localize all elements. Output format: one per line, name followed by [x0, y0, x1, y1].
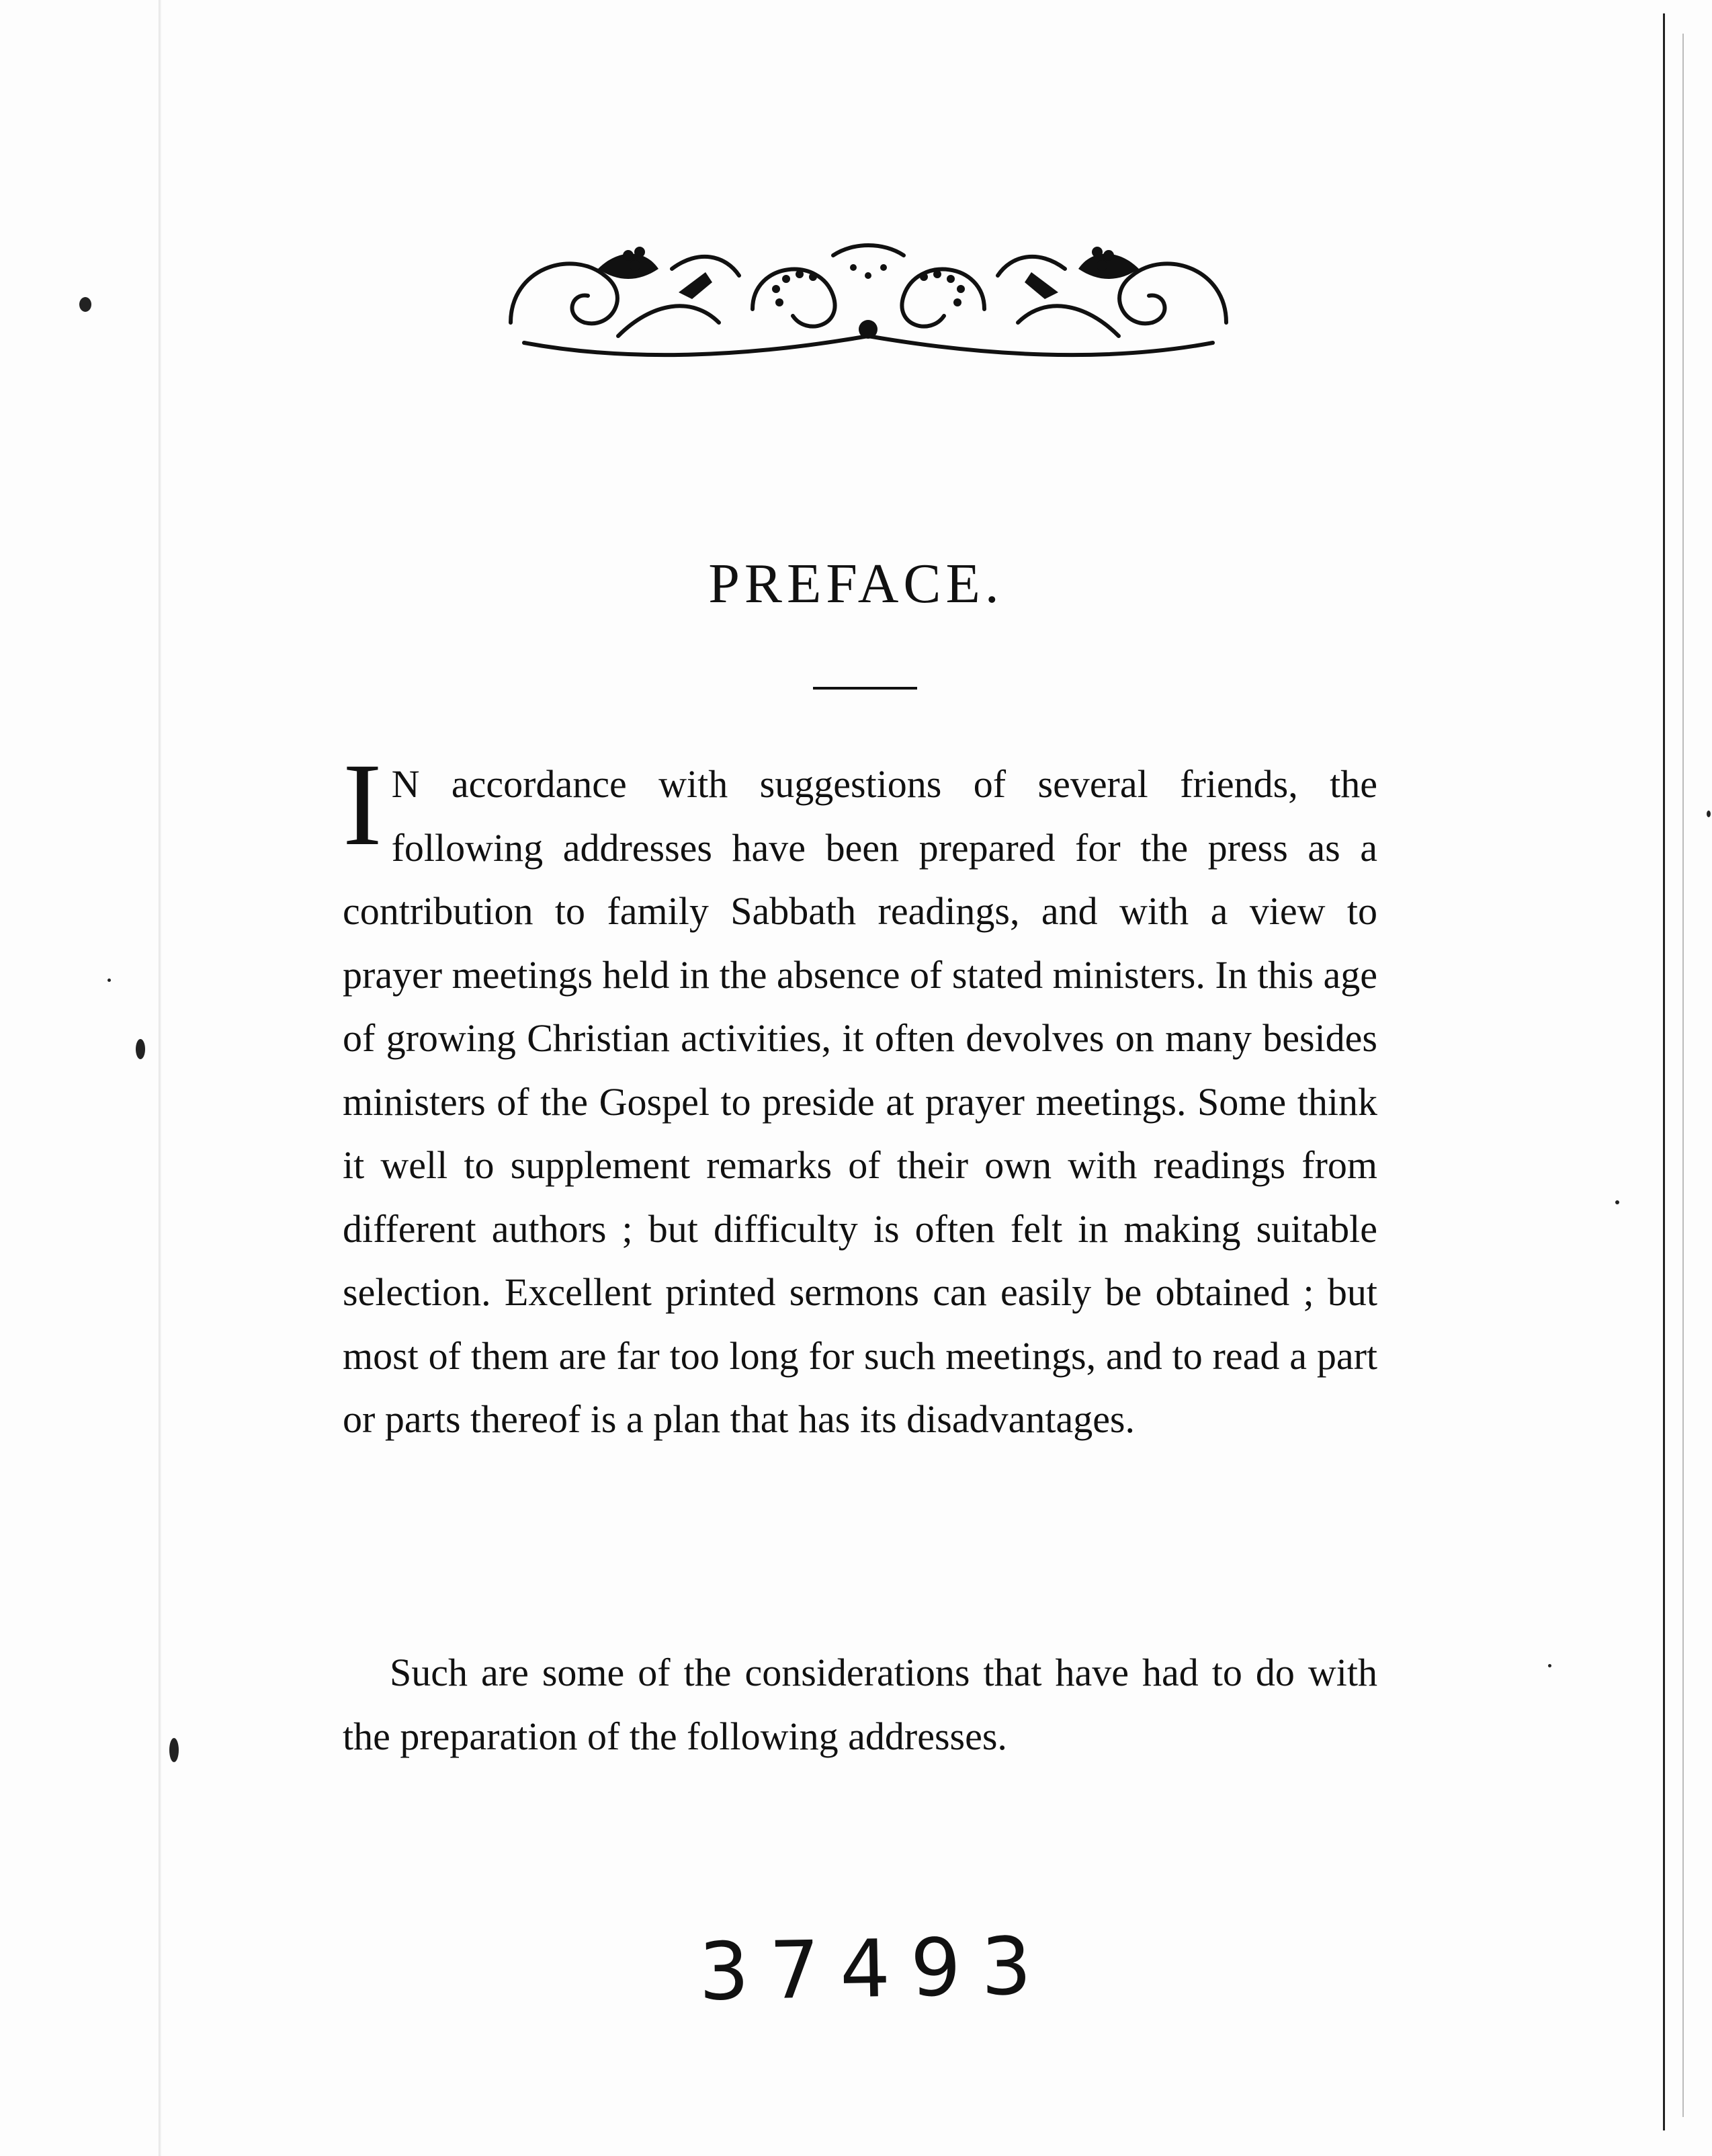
binding-edge — [159, 0, 161, 2156]
scan-speck — [136, 1039, 145, 1059]
scan-speck — [169, 1738, 179, 1762]
title-rule — [813, 687, 917, 690]
page-edge-inner — [1682, 34, 1684, 2117]
handwritten-catalog-number: 37493 — [697, 1919, 1053, 2018]
drop-cap: I — [343, 739, 382, 870]
paragraph-1-text: N accordance with suggestions of several friends, the following addresses have been prepared for the press as a contribution to family Sabbath readings, and with a view to prayer meetings held in the absence of stated ministers. In this age of growing Christian activities, it often devolves on many besides ministers of the Gospel to preside at prayer meetings. Some think it well to supplement remarks of their own with readings from different authors ; but difficulty is often felt in making suitable selection. Excellent printed sermons can easily be obtained ; but most of them are far too long for such meetings, and to read a part or parts thereof is a plan that has its disadvantages. — [343, 762, 1377, 1441]
scan-speck — [1548, 1664, 1551, 1667]
paragraph-2: Such are some of the considerations that have had to do with the preparation of the following addresses. — [343, 1651, 1377, 1758]
headpiece-ornament — [497, 229, 1240, 363]
page-title: PREFACE. — [708, 552, 1004, 615]
paragraph-1 — [343, 739, 1377, 1452]
scan-speck — [1707, 811, 1711, 817]
scan-speck — [1615, 1200, 1619, 1204]
scan-speck — [108, 979, 111, 982]
page-edge-right — [1663, 13, 1712, 2130]
scan-speck — [79, 297, 91, 312]
